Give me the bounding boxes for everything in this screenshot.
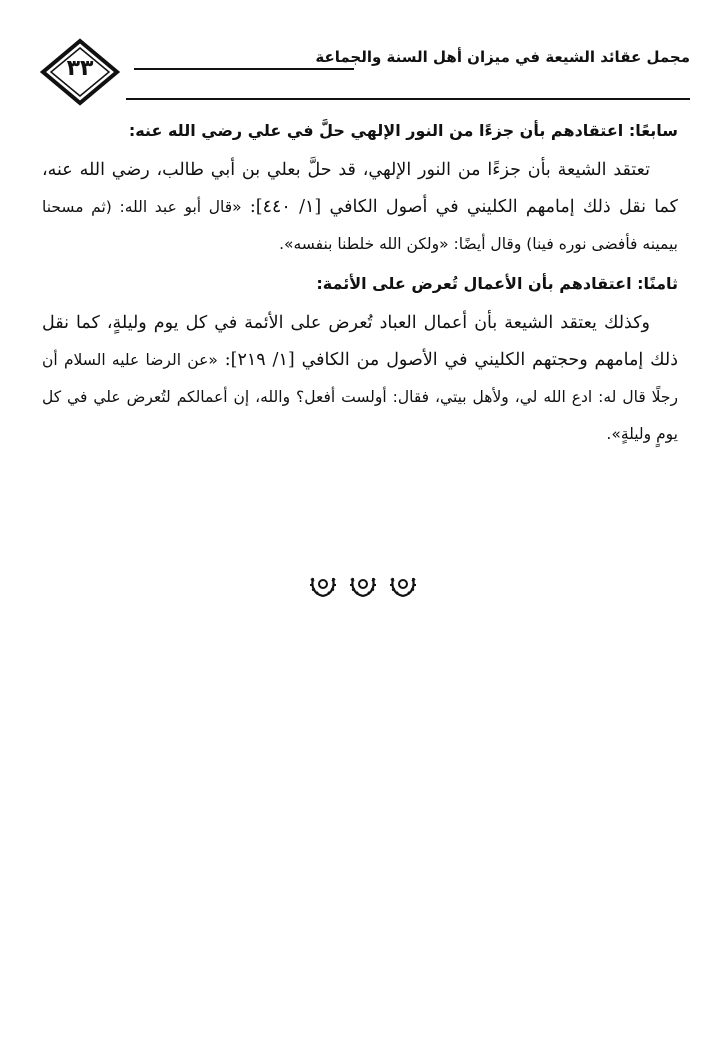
section-end-ornament: [308, 572, 418, 602]
section-heading: ثامنًا: اعتقادهم بأن الأعمال تُعرض على الأئمة:: [316, 274, 678, 293]
paragraph-quote: «قال أبو عبد الله: (ثم مسحنا بيمينه فأفضى نوره فينا) وقال أيضًا: «ولكن الله خلطنا بنفسه».: [42, 198, 678, 253]
page-header: [40, 38, 690, 108]
paragraph-text: تعتقد الشيعة بأن جزءًا من النور الإلهي، قد حلَّ بعلي بن أبي طالب، رضي الله عنه، كما نقل ذلك إمامهم الكليني في أصول الكافي [١/ ٤٤٠]:: [42, 160, 678, 217]
page-number: ٣٣: [66, 56, 94, 81]
section-paragraph: [42, 152, 678, 263]
main-content: [42, 116, 678, 455]
laurel-ornament-icon: [308, 572, 338, 600]
section-eighth: [42, 269, 678, 453]
laurel-ornament-icon: [388, 572, 418, 600]
book-title: مجمل عقائد الشيعة في ميزان أهل السنة والجماعة: [315, 48, 690, 66]
laurel-ornament-icon: [348, 572, 378, 600]
paragraph-text: وكذلك يعتقد الشيعة بأن أعمال العباد تُعرض على الأئمة في كل يوم وليلةٍ، كما نقل ذلك إمامهم وحجتهم الكليني في الأصول من الكافي [١/ ٢١٩]:: [42, 313, 678, 370]
page-number-badge: [40, 38, 120, 106]
header-rule: [126, 98, 690, 100]
paragraph-quote: «عن الرضا عليه السلام أن رجلًا قال له: ادع الله لي، ولأهل بيتي، فقال: أولست أفعل؟ والله، إن أعمالكم لتُعرض علي في كل يومٍ وليلةٍ».: [42, 351, 678, 443]
header-dash-line: [134, 68, 354, 70]
section-paragraph: [42, 305, 678, 453]
section-seventh: [42, 116, 678, 263]
section-heading: سابعًا: اعتقادهم بأن جزءًا من النور الإلهي حلَّ في علي رضي الله عنه:: [128, 121, 678, 140]
